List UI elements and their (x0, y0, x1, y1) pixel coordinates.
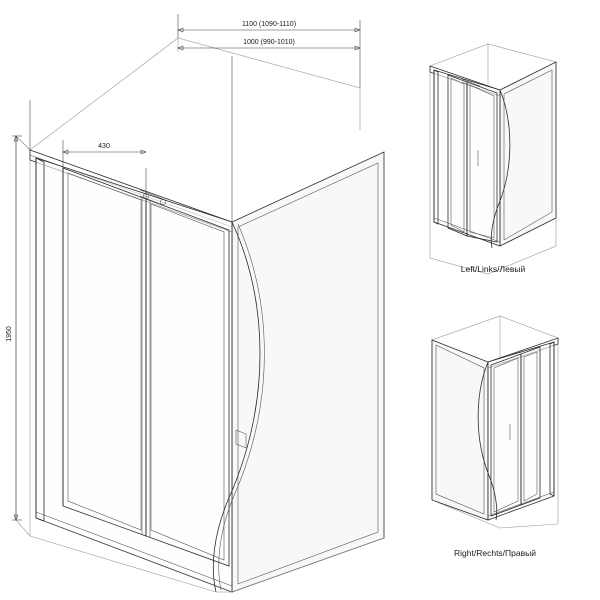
left-view-geometry (430, 44, 556, 274)
right-view-caption: Right/Rechts/Правый (454, 548, 536, 558)
dimension-label-height: 1950 (6, 326, 13, 342)
dimension-label-door-panel: 430 (98, 143, 110, 150)
main-view-geometry (16, 38, 384, 592)
left-view-caption: Left/Links/Левый (460, 264, 526, 274)
right-view-geometry (432, 316, 558, 528)
dimension-label-width-outer: 1100 (1090-1110) (241, 21, 297, 28)
dimension-label-width-inner: 1000 (990-1010) (243, 39, 295, 46)
